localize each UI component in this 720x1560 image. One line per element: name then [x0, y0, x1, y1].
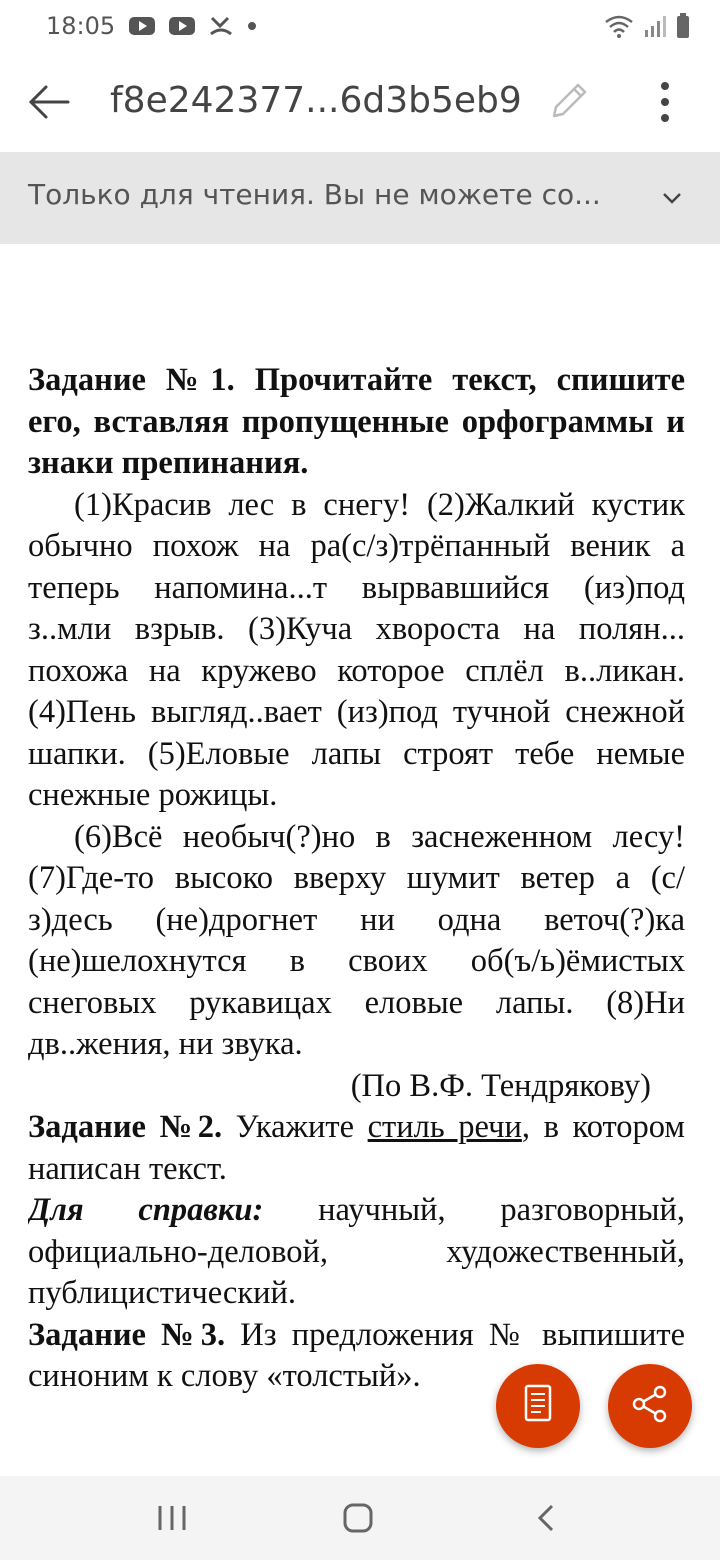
- wifi-icon: [604, 14, 634, 38]
- system-nav-bar: [0, 1476, 720, 1560]
- underlined-term: стиль речи: [367, 1109, 522, 1145]
- text-paragraph-2: (6)Всё необыч(?)но в заснеженном лесу! (7)Где-то высоко вверху шумит ветер а (с/з)десь (не)дрогнет ни одна веточ(?)ка (не)шелохнутся в своих об(ъ/ь)ёмистых снеговых рукавицах еловые лапы. (8)Ни дв..жения, ни звука.: [28, 818, 685, 1062]
- text-paragraph-1: (1)Красив лес в снегу! (2)Жалкий кустик обычно похож на ра(с/з)трёпанный веник а теперь напомина...т вырвавшийся (из)под з..мли взрыв. (3)Куча хвороста на полян... похожа на кружево которое сплёл в..ликан. (4)Пень выгляд..вает (из)под тучной снежной шапки. (5)Еловые лапы строят тебе немые снежные рожицы.: [28, 486, 685, 813]
- edit-pencil-icon[interactable]: [548, 80, 590, 122]
- dot-icon: [247, 21, 257, 31]
- task1-heading: Задание №1. Прочитайте текст, спишите его, вставляя пропущенные орфограммы и знаки препинания.: [28, 362, 685, 481]
- chevron-down-icon[interactable]: [660, 186, 684, 210]
- more-options-icon[interactable]: [650, 80, 680, 124]
- app-bar: [0, 52, 720, 152]
- task3-heading: Задание №3.: [28, 1316, 226, 1353]
- home-icon[interactable]: [338, 1502, 378, 1534]
- status-time: 18:05: [46, 12, 116, 40]
- read-only-text: Только для чтения. Вы не можете со...: [28, 178, 601, 211]
- battery-icon: [676, 13, 690, 39]
- youtube-icon: [169, 16, 195, 36]
- task3: Задание №3. Из предложения № выпишите синоним к слову «толстый».: [28, 1316, 685, 1394]
- back-arrow-icon[interactable]: [26, 82, 72, 122]
- status-left: [46, 12, 257, 40]
- reader-mode-icon: [521, 1384, 555, 1428]
- back-icon[interactable]: [528, 1502, 568, 1534]
- status-right: [604, 13, 690, 39]
- youtube-icon: [129, 16, 155, 36]
- missed-call-icon: [209, 15, 233, 37]
- task2: Задание №2. Укажите стиль речи, в котором написан текст.: [28, 1109, 685, 1187]
- reference-label: Для справки:: [28, 1192, 264, 1228]
- reference: Для справки: научный, разговорный, официально-деловой, художественный, публицистический.: [28, 1192, 685, 1311]
- share-icon: [630, 1384, 670, 1428]
- reader-mode-button[interactable]: [496, 1364, 580, 1448]
- task2-heading: Задание №2.: [28, 1109, 223, 1145]
- document-page: [28, 360, 685, 1476]
- share-button[interactable]: [608, 1364, 692, 1448]
- read-only-banner[interactable]: [0, 152, 720, 244]
- file-title: f8e242377...6d3b5eb9: [110, 80, 522, 121]
- signal-icon: [644, 14, 666, 38]
- status-bar: [0, 0, 720, 52]
- recents-icon[interactable]: [152, 1502, 192, 1534]
- attribution: (По В.Ф. Тендрякову): [350, 1067, 651, 1104]
